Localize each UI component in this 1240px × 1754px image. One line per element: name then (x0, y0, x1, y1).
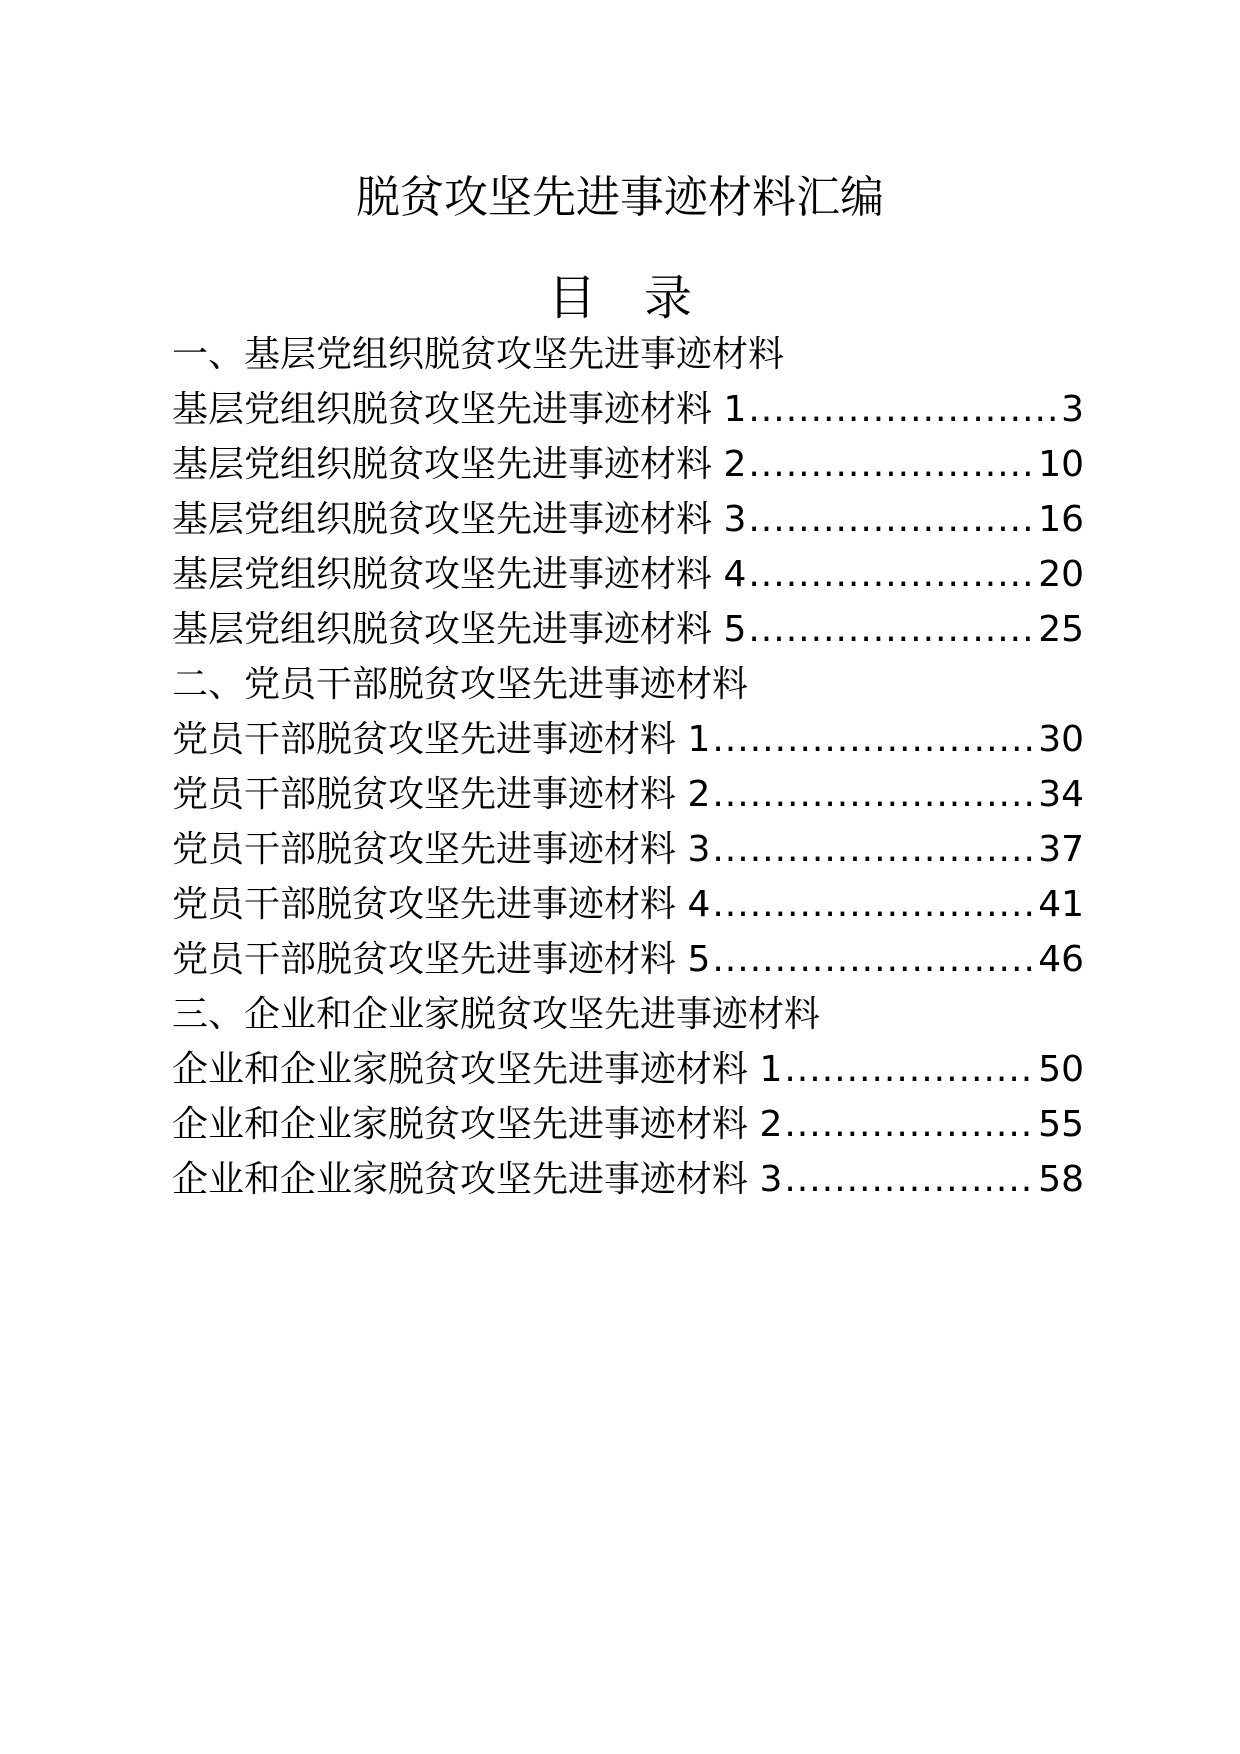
toc-entry-page-number: 58 (1038, 1159, 1084, 1200)
toc-entry-label: 党员干部脱贫攻坚先进事迹材料 4 (172, 884, 711, 925)
toc-entry-label: 企业和企业家脱贫攻坚先进事迹材料 3 (172, 1159, 783, 1200)
toc-entry[interactable] (172, 492, 1084, 547)
dot-leader (748, 492, 1036, 547)
section-heading-text: 三、企业和企业家脱贫攻坚先进事迹材料 (172, 994, 821, 1035)
dot-leader (748, 602, 1036, 657)
toc-entry[interactable] (172, 1152, 1084, 1207)
toc-entry[interactable] (172, 547, 1084, 602)
toc-entry-label: 党员干部脱贫攻坚先进事迹材料 5 (172, 939, 711, 980)
toc-entry-page-number: 30 (1038, 719, 1084, 760)
toc-entry-page-number: 3 (1061, 389, 1084, 430)
dot-leader (712, 932, 1036, 987)
dot-leader (712, 712, 1036, 767)
dot-leader (748, 382, 1059, 437)
toc-entry[interactable] (172, 877, 1084, 932)
toc-entry-page-number: 37 (1038, 829, 1084, 870)
toc-entry[interactable] (172, 822, 1084, 877)
document-title: 脱贫攻坚先进事迹材料汇编 (356, 172, 884, 223)
toc-entry-label: 党员干部脱贫攻坚先进事迹材料 2 (172, 774, 711, 815)
section-heading-text: 一、基层党组织脱贫攻坚先进事迹材料 (172, 334, 785, 375)
toc-section-heading (172, 327, 1084, 382)
toc-heading: 目 录 (547, 270, 692, 326)
toc-entry-label: 基层党组织脱贫攻坚先进事迹材料 1 (172, 389, 747, 430)
table-of-contents (172, 327, 1084, 1207)
toc-section-heading (172, 987, 1084, 1042)
toc-entry[interactable] (172, 1042, 1084, 1097)
toc-entry-label: 基层党组织脱贫攻坚先进事迹材料 4 (172, 554, 747, 595)
toc-entry[interactable] (172, 712, 1084, 767)
toc-entry-page-number: 46 (1038, 939, 1084, 980)
toc-section-heading (172, 657, 1084, 712)
toc-entry[interactable] (172, 382, 1084, 437)
dot-leader (712, 877, 1036, 932)
toc-entry-page-number: 34 (1038, 774, 1084, 815)
dot-leader (784, 1042, 1036, 1097)
toc-entry-label: 企业和企业家脱贫攻坚先进事迹材料 2 (172, 1104, 783, 1145)
dot-leader (784, 1097, 1036, 1152)
toc-entry-label: 党员干部脱贫攻坚先进事迹材料 3 (172, 829, 711, 870)
toc-entry[interactable] (172, 932, 1084, 987)
toc-entry-label: 基层党组织脱贫攻坚先进事迹材料 2 (172, 444, 747, 485)
toc-entry-label: 企业和企业家脱贫攻坚先进事迹材料 1 (172, 1049, 783, 1090)
toc-entry-page-number: 10 (1038, 444, 1084, 485)
toc-entry-page-number: 16 (1038, 499, 1084, 540)
section-heading-text: 二、党员干部脱贫攻坚先进事迹材料 (172, 664, 749, 705)
toc-entry-page-number: 20 (1038, 554, 1084, 595)
dot-leader (712, 767, 1036, 822)
toc-entry-page-number: 25 (1038, 609, 1084, 650)
dot-leader (748, 437, 1036, 492)
toc-entry-label: 基层党组织脱贫攻坚先进事迹材料 3 (172, 499, 747, 540)
dot-leader (784, 1152, 1036, 1207)
toc-entry-page-number: 50 (1038, 1049, 1084, 1090)
toc-entry-label: 基层党组织脱贫攻坚先进事迹材料 5 (172, 609, 747, 650)
toc-entry[interactable] (172, 767, 1084, 822)
dot-leader (712, 822, 1036, 877)
toc-entry-page-number: 55 (1038, 1104, 1084, 1145)
toc-entry-page-number: 41 (1038, 884, 1084, 925)
toc-entry[interactable] (172, 602, 1084, 657)
toc-entry-label: 党员干部脱贫攻坚先进事迹材料 1 (172, 719, 711, 760)
toc-entry[interactable] (172, 437, 1084, 492)
dot-leader (748, 547, 1036, 602)
toc-entry[interactable] (172, 1097, 1084, 1152)
